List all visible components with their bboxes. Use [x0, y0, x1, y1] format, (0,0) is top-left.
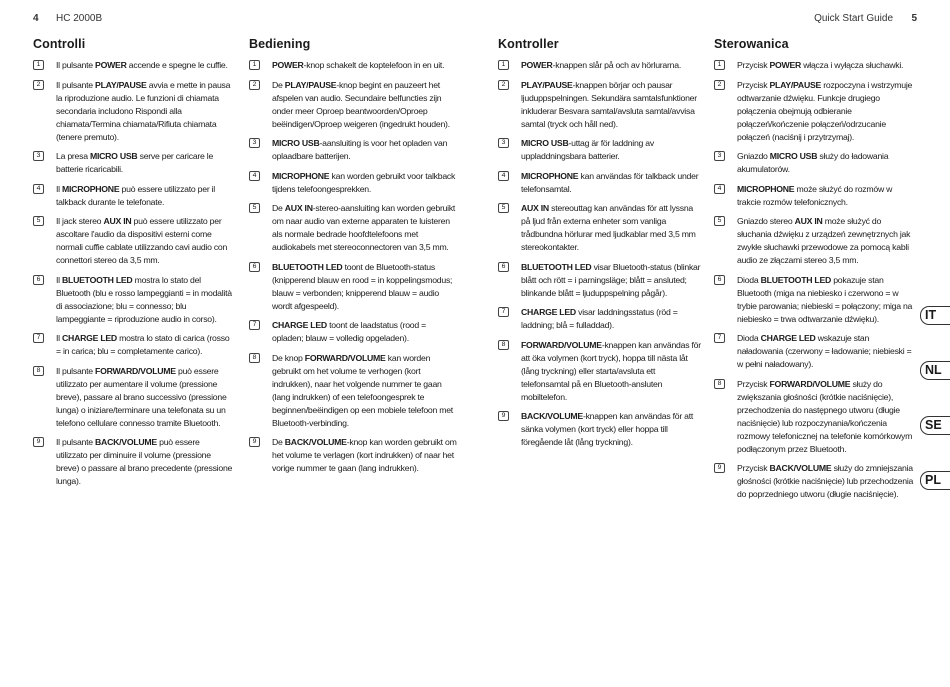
item-control-name: BLUETOOTH LED [62, 274, 133, 285]
item-control-name: POWER [769, 60, 802, 70]
item-number-badge: 1 [249, 60, 260, 70]
item-control-name: BACK/VOLUME [95, 437, 157, 447]
item-text-prefix: Il [56, 333, 63, 343]
item-text-prefix: Przycisk [737, 79, 770, 90]
item-control-name: BLUETOOTH LED [272, 261, 343, 272]
column-italian [33, 37, 233, 495]
item-text-body: -knappen slår på och av hörlurarna. [552, 60, 681, 70]
item-control-name: FORWARD/VOLUME [521, 339, 602, 350]
instruction-item [498, 59, 702, 72]
item-text-body: -knappen börjar och pausar ljuduppspelningen. Sekundära samtalsfunktioner inkluderar Besvara samtal/avsluta samtal/avvisa samtal (tryck och håll ned). [521, 79, 697, 129]
item-control-name: PLAY/PAUSE [95, 79, 147, 90]
item-number-badge: 1 [498, 60, 509, 70]
item-control-name: PLAY/PAUSE [521, 79, 573, 90]
item-number-badge: 8 [498, 340, 509, 350]
item-text-body: służy do ładowania akumulatorów. [737, 151, 889, 174]
item-text-body: -uttag är för laddning av uppladdningsbara batterier. [521, 138, 654, 161]
item-text-body: wskazuje stan naładowania (czerwony = ładowanie; niebieski = w pełni naładowany). [737, 333, 912, 369]
item-text-prefix: Il pulsante [56, 365, 96, 376]
instruction-item [33, 183, 233, 209]
item-text-prefix: De knop [272, 352, 305, 363]
model-name: HC 2000B [56, 13, 103, 24]
left-page-number: 4 [33, 13, 39, 24]
instruction-item [249, 79, 457, 131]
item-control-name: MICROPHONE [521, 170, 579, 181]
item-control-name: AUX IN [103, 216, 132, 226]
item-number-badge: 3 [249, 138, 260, 148]
item-control-name: BACK/VOLUME [521, 411, 583, 421]
instruction-item [33, 59, 233, 72]
item-number-badge: 5 [249, 203, 260, 213]
item-control-name: CHARGE LED [760, 333, 816, 343]
item-number-badge: 6 [249, 262, 260, 272]
item-control-name: POWER [272, 60, 304, 70]
item-number-badge: 8 [249, 353, 260, 363]
item-text-body: stereouttag kan användas för att lyssna på ljud från externa enheter som vanliga trådbundna hörlurar med ljudkablar med 3,5 mm stereokontakter. [521, 203, 696, 252]
item-text-body: służy do zwiększania głośności (krótkie naciśnięcie), przechodzenia do następnego utworu (długie naciśnięcie) lub rozpoczynania/kończenia rozmowy telefonicznej na telefonie komórkowym podłączonym przez Bluetooth. [737, 378, 913, 454]
instruction-item [33, 215, 233, 267]
item-text-body: serve per caricare le batterie ricaricabili. [56, 151, 214, 174]
item-text-body: può essere utilizzato per diminuire il volume (pressione breve) o passare al brano precedente (pressione lunga). [56, 437, 233, 486]
instruction-item [33, 436, 233, 488]
item-text-body: -knop schakelt de koptelefoon in en uit. [303, 60, 445, 70]
item-text-body: kan användas för talkback under telefonsamtal. [521, 170, 699, 194]
item-control-name: MICRO USB [89, 151, 138, 161]
instruction-item [714, 378, 914, 456]
item-text-body: kan worden gebruikt om het volume te verhogen (kort indrukken), naar het volgende nummer te gaan (lang indrukken) of een telefoongesprek te beginnen/beëindigen op een mobiele telefoon met Bluetooth-verbinding. [272, 352, 453, 428]
item-number-badge: 3 [714, 151, 725, 161]
item-number-badge: 5 [498, 203, 509, 213]
column-dutch [249, 37, 457, 482]
instruction-item [249, 261, 457, 313]
item-text-body: mostra lo stato di carica (rosso = in carica; blu = completamente carico). [56, 333, 230, 356]
item-text-prefix: Gniazdo stereo [737, 216, 795, 226]
item-control-name: CHARGE LED [521, 307, 576, 317]
instruction-item [498, 339, 702, 404]
item-text-prefix: Gniazdo [737, 151, 770, 161]
instruction-item [714, 332, 914, 371]
item-number-badge: 1 [714, 60, 725, 70]
item-number-badge: 7 [33, 333, 44, 343]
right-page-number: 5 [911, 13, 917, 24]
instruction-item [33, 79, 233, 144]
instruction-item [249, 137, 457, 163]
instruction-item [714, 274, 914, 326]
item-text-body: -knappen kan användas för att sänka volymen (kort tryck) eller hoppa till föregående låt (lång tryckning). [521, 411, 694, 447]
item-number-badge: 9 [33, 437, 44, 447]
item-control-name: POWER [521, 60, 553, 70]
instruction-item [714, 79, 914, 144]
item-number-badge: 2 [498, 80, 509, 90]
item-control-name: FORWARD/VOLUME [769, 378, 851, 389]
item-control-name: AUX IN [794, 216, 823, 226]
guide-title: Quick Start Guide [814, 13, 893, 24]
item-text-prefix: Il pulsante [56, 60, 96, 70]
item-number-badge: 6 [714, 275, 725, 285]
item-text-body: służy do zmniejszania głośności (krótkie naciśnięcie) lub przechodzenia do poprzedniego utworu (długie naciśnięcie). [737, 463, 914, 499]
item-text-prefix: Przycisk [737, 60, 770, 70]
item-control-name: PLAY/PAUSE [284, 79, 337, 90]
item-control-name: MICROPHONE [62, 183, 120, 194]
instruction-item [498, 410, 702, 449]
item-text-body: -knappen kan användas för att öka volymen (kort tryck), hoppa till nästa låt (lång tryckning) eller starta/avsluta ett telefonsamtal på en Bluetooth-ansluten mobiltelefon. [521, 339, 701, 402]
item-text-body: może służyć do rozmów w trakcie rozmów telefonicznych. [737, 183, 893, 207]
instruction-item [33, 274, 233, 326]
item-text-body: toont de laadstatus (rood = opladen; blauw = volledig opgeladen). [272, 320, 426, 343]
instruction-item [33, 150, 233, 176]
instruction-item [498, 261, 702, 300]
item-text-body: visar Bluetooth-status (blinkar blått och rött = i parningsläge; blått = ansluted; blinkande blått = ljuduppspelning pågår). [521, 261, 701, 298]
item-text-prefix: Il [56, 274, 63, 285]
item-number-badge: 9 [498, 411, 509, 421]
item-text-prefix: La presa [56, 151, 90, 161]
instruction-item [714, 150, 914, 176]
item-text-body: toont de Bluetooth-status (knipperend blauw en rood = in koppelingsmodus; blauw = verbonden; knipperend blauw = audio wordt afgespeeld). [272, 261, 453, 311]
item-control-name: FORWARD/VOLUME [304, 352, 386, 363]
item-control-name: MICROPHONE [737, 183, 795, 194]
item-control-name: PLAY/PAUSE [769, 79, 822, 90]
section-heading: Bediening [249, 37, 311, 51]
item-number-badge: 4 [33, 184, 44, 194]
item-text-body: -stereo-aansluiting kan worden gebruikt om naar audio van externe apparaten te luisteren als normale bedrade hoofdtelefoons met audiokabels met stereoconnectoren van 3,5 mm. [272, 203, 456, 252]
item-number-badge: 1 [33, 60, 44, 70]
item-control-name: BLUETOOTH LED [521, 261, 592, 272]
item-control-name: AUX IN [521, 203, 549, 213]
item-text-body: può essere utilizzato per aumentare il volume (pressione breve), passare al brano successivo (pressione lunga) o iniziare/terminare una telefonata su un telefono cellulare connesso tramite Bluetooth. [56, 365, 227, 428]
item-number-badge: 7 [249, 320, 260, 330]
instruction-item [249, 436, 457, 475]
item-text-body: accende e spegne le cuffie. [126, 60, 228, 70]
column-swedish [498, 37, 702, 456]
language-tab-it: IT [920, 306, 950, 325]
item-text-body: può essere utilizzato per ascoltare l'audio da dispositivi esterni come normali cuffie cablate utilizzando cavi audio con connettori stereo da 3,5 mm. [56, 216, 228, 265]
item-text-prefix: De [272, 437, 285, 447]
item-text-body: pokazuje stan Bluetooth (miga na niebiesko i czerwono = w trybie parowania; niebieski = połączony; miga na niebiesko = trwa odtwarzanie dźwięku). [737, 274, 913, 324]
item-number-badge: 6 [33, 275, 44, 285]
instruction-item [33, 365, 233, 430]
item-number-badge: 6 [498, 262, 509, 272]
instruction-item [33, 332, 233, 358]
item-text-body: kan worden gebruikt voor talkback tijdens telefoongesprekken. [272, 170, 456, 194]
item-text-body: mostra lo stato del Bluetooth (blu e rosso lampeggianti = in modalità di associazione; blu = connesso; blu lampeggiante = riproduzione audio in corso). [56, 274, 232, 324]
item-text-prefix: De [272, 79, 285, 90]
instruction-item [714, 59, 914, 72]
item-text-body: włącza i wyłącza słuchawki. [801, 60, 904, 70]
item-number-badge: 7 [498, 307, 509, 317]
item-number-badge: 4 [714, 184, 725, 194]
item-text-prefix: Przycisk [737, 463, 770, 473]
item-control-name: AUX IN [284, 203, 313, 213]
instruction-item [249, 59, 457, 72]
item-text-body: -aansluiting is voor het opladen van oplaadbare batterijen. [272, 138, 448, 161]
item-text-body: rozpoczyna i wstrzymuje odtwarzanie dźwięku. Funkcje drugiego połączenia obejmują odbieranie połączeń/kończenie połączeń/odrzucanie połączeń (naciśnij i przytrzymaj). [737, 79, 913, 142]
item-text-body: visar laddningsstatus (röd = laddning; blå = fulladdad). [521, 307, 678, 330]
instruction-item [498, 306, 702, 332]
instruction-item [714, 183, 914, 209]
instruction-item [249, 202, 457, 254]
instruction-item [498, 170, 702, 196]
instruction-item [714, 462, 914, 501]
instruction-item [498, 137, 702, 163]
item-control-name: BACK/VOLUME [769, 463, 832, 473]
item-number-badge: 4 [498, 171, 509, 181]
item-text-prefix: Il [56, 183, 63, 194]
item-number-badge: 3 [498, 138, 509, 148]
item-number-badge: 9 [249, 437, 260, 447]
item-number-badge: 2 [33, 80, 44, 90]
item-text-prefix: Il jack stereo [56, 216, 104, 226]
item-number-badge: 8 [33, 366, 44, 376]
item-number-badge: 5 [714, 216, 725, 226]
item-control-name: CHARGE LED [272, 320, 327, 330]
item-number-badge: 3 [33, 151, 44, 161]
item-text-prefix: Il pulsante [56, 437, 96, 447]
item-text-prefix: Il pulsante [56, 79, 96, 90]
item-control-name: POWER [95, 60, 127, 70]
instruction-item [249, 352, 457, 430]
item-text-prefix: Dioda [737, 333, 761, 343]
item-control-name: BACK/VOLUME [284, 437, 347, 447]
item-text-body: -knop kan worden gebruikt om het volume te verlagen (kort indrukken) of naar het vorige nummer te gaan (lang indrukken). [272, 437, 457, 473]
item-number-badge: 2 [714, 80, 725, 90]
item-text-prefix: Przycisk [737, 378, 770, 389]
item-control-name: MICRO USB [521, 138, 569, 148]
page-header [0, 13, 950, 31]
section-heading: Sterowanica [714, 37, 789, 51]
language-tabs [920, 306, 950, 526]
instruction-item [249, 170, 457, 196]
section-heading: Kontroller [498, 37, 559, 51]
language-tab-se: SE [920, 416, 950, 435]
item-control-name: MICRO USB [272, 138, 320, 148]
instruction-item [498, 79, 702, 131]
instruction-item [498, 202, 702, 254]
column-polish [714, 37, 914, 508]
instruction-item [714, 215, 914, 267]
section-heading: Controlli [33, 37, 86, 51]
item-number-badge: 5 [33, 216, 44, 226]
item-number-badge: 4 [249, 171, 260, 181]
item-text-prefix: De [272, 203, 285, 213]
item-text-body: może służyć do słuchania dźwięku z urządzeń zewnętrznych jak zwykłe słuchawki przewodowe za pomocą kabli audio ze złączami stereo 3,5 mm. [737, 216, 911, 265]
item-number-badge: 2 [249, 80, 260, 90]
language-tab-pl: PL [920, 471, 950, 490]
item-control-name: FORWARD/VOLUME [95, 365, 176, 376]
item-number-badge: 8 [714, 379, 725, 389]
item-number-badge: 7 [714, 333, 725, 343]
item-text-body: può essere utilizzato per il talkback durante le telefonate. [56, 183, 215, 207]
item-text-body: -knop begint en pauzeert het afspelen van audio. Secundaire belfuncties zijn onder meer Oproep beantwoorden/Oproep beëindigen/Oproep weigeren (ingedrukt houden). [272, 79, 450, 129]
item-control-name: BLUETOOTH LED [760, 274, 832, 285]
item-text-prefix: Dioda [737, 274, 761, 285]
item-control-name: MICRO USB [769, 151, 818, 161]
item-control-name: CHARGE LED [62, 333, 117, 343]
language-tab-nl: NL [920, 361, 950, 380]
item-number-badge: 9 [714, 463, 725, 473]
instruction-item [249, 319, 457, 345]
item-text-body: avvia e mette in pausa la riproduzione audio. Le funzioni di chiamata secondaria includono Rispondi alla chiamata/Termina chiamata/Rifiuta chiamata (tenere premuto). [56, 79, 231, 142]
item-control-name: MICROPHONE [272, 170, 330, 181]
